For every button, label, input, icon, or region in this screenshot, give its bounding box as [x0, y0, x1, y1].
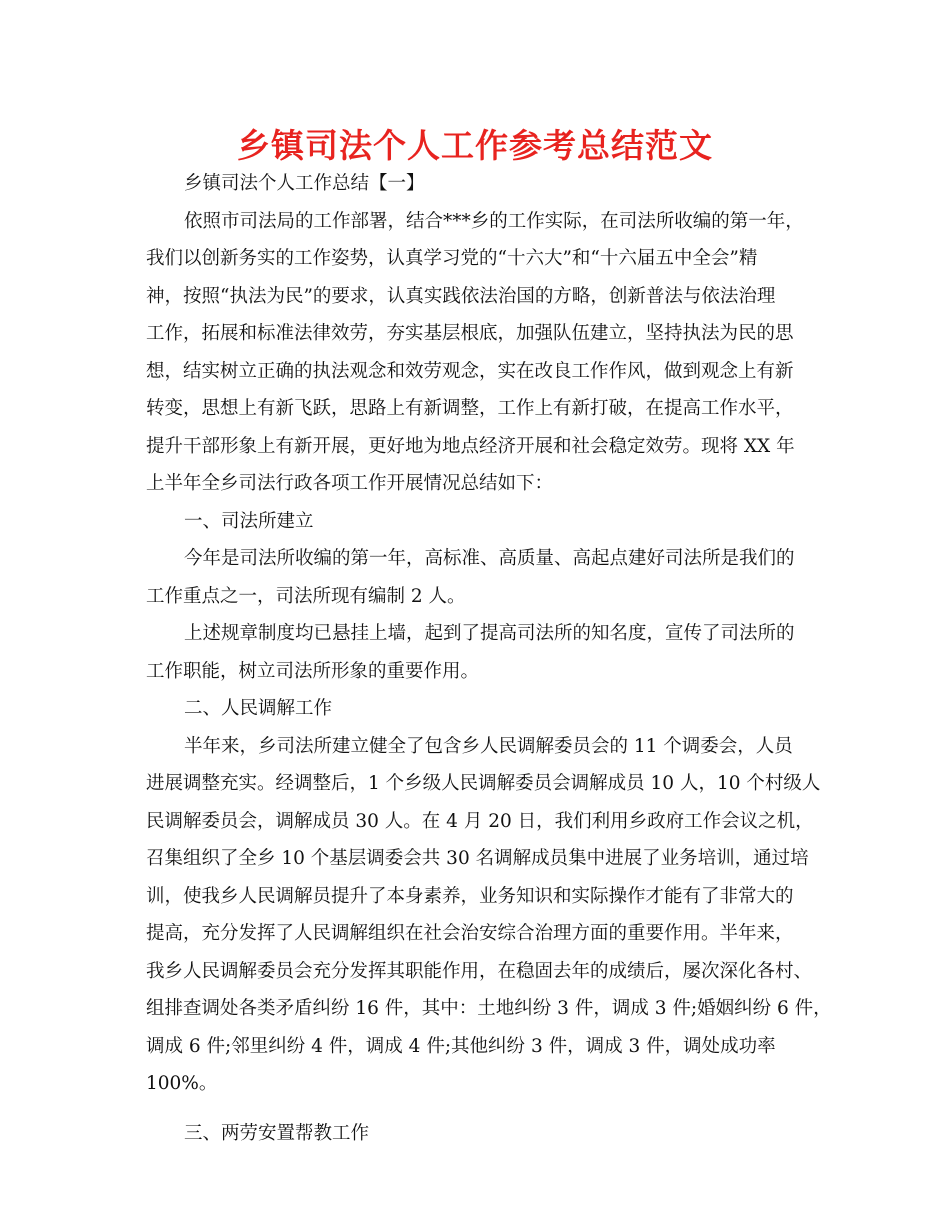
- paragraph-line: 民调解委员会，调解成员 30 人。在 4 月 20 日，我们利用乡政府工作会议之机，: [146, 810, 814, 832]
- paragraph-line: 上半年全乡司法行政各项工作开展情况总结如下：: [146, 473, 554, 494]
- document-body: [146, 165, 832, 1152]
- paragraph-line: 神，按照“执法为民”的要求，认真实践依法治国的方略，创新普法与依法治理: [146, 285, 776, 307]
- paragraph-line: 调成 6 件;邻里纠纷 4 件，调成 4 件;其他纠纷 3 件，调成 3 件，调处成功率: [146, 1035, 776, 1057]
- paragraph-line: 上述规章制度均已悬挂上墙，起到了提高司法所的知名度，宣传了司法所的: [184, 623, 795, 644]
- paragraph-line: 转变，思想上有新飞跃，思路上有新调整，工作上有新打破，在提高工作水平，: [146, 398, 794, 419]
- paragraph-line: 想，结实树立正确的执法观念和效劳观念，实在改良工作作风，做到观念上有新: [146, 360, 794, 382]
- paragraph-line: 半年来，乡司法所建立健全了包含乡人民调解委员会的 11 个调委会，人员: [184, 735, 793, 757]
- section-heading: 三、两劳安置帮教工作: [184, 1122, 370, 1144]
- paragraph-line: 我们以创新务实的工作姿势，认真学习党的“十六大”和“十六届五中全会”精: [146, 248, 758, 269]
- document-title: 乡镇司法个人工作参考总结范文: [237, 126, 713, 165]
- paragraph-line: 提升干部形象上有新开展，更好地为地点经济开展和社会稳定效劳。现将 XX 年: [146, 435, 795, 457]
- section-heading: 二、人民调解工作: [184, 698, 333, 719]
- paragraph-line: 工作，拓展和标准法律效劳，夯实基层根底，加强队伍建立，坚持执法为民的思: [146, 323, 794, 344]
- paragraph-line: 工作职能，树立司法所形象的重要作用。: [146, 660, 480, 682]
- paragraph-line: 组排查调处各类矛盾纠纷 16 件，其中：土地纠纷 3 件，调成 3 件;婚姻纠纷 6 件，: [146, 998, 832, 1019]
- paragraph-line: 今年是司法所收编的第一年，高标准、高质量、高起点建好司法所是我们的: [184, 548, 795, 569]
- paragraph-line: 训，使我乡人民调解员提升了本身素养，业务知识和实际操作才能有了非常大的: [146, 885, 794, 907]
- section-heading: 一、司法所建立: [184, 510, 314, 532]
- paragraph-line: 召集组织了全乡 10 个基层调委会共 30 名调解成员集中进展了业务培训，通过培: [146, 848, 809, 869]
- paragraph-line: 工作重点之一，司法所现有编制 2 人。: [146, 585, 466, 607]
- paragraph-line: 依照市司法局的工作部署，结合***乡的工作实际，在司法所收编的第一年，: [184, 210, 804, 232]
- paragraph-line: 乡镇司法个人工作总结【一】: [184, 173, 425, 194]
- paragraph-line: 提高，充分发挥了人民调解组织在社会治安综合治理方面的重要作用。半年来，: [146, 923, 794, 944]
- paragraph-line: 我乡人民调解委员会充分发挥其职能作用，在稳固去年的成绩后，屡次深化各村、: [146, 960, 813, 982]
- paragraph-line: 进展调整充实。经调整后，1 个乡级人民调解委员会调解成员 10 人，10 个村级人: [146, 773, 821, 794]
- paragraph-line: 100%。: [146, 1073, 218, 1094]
- spacer: [146, 1103, 818, 1115]
